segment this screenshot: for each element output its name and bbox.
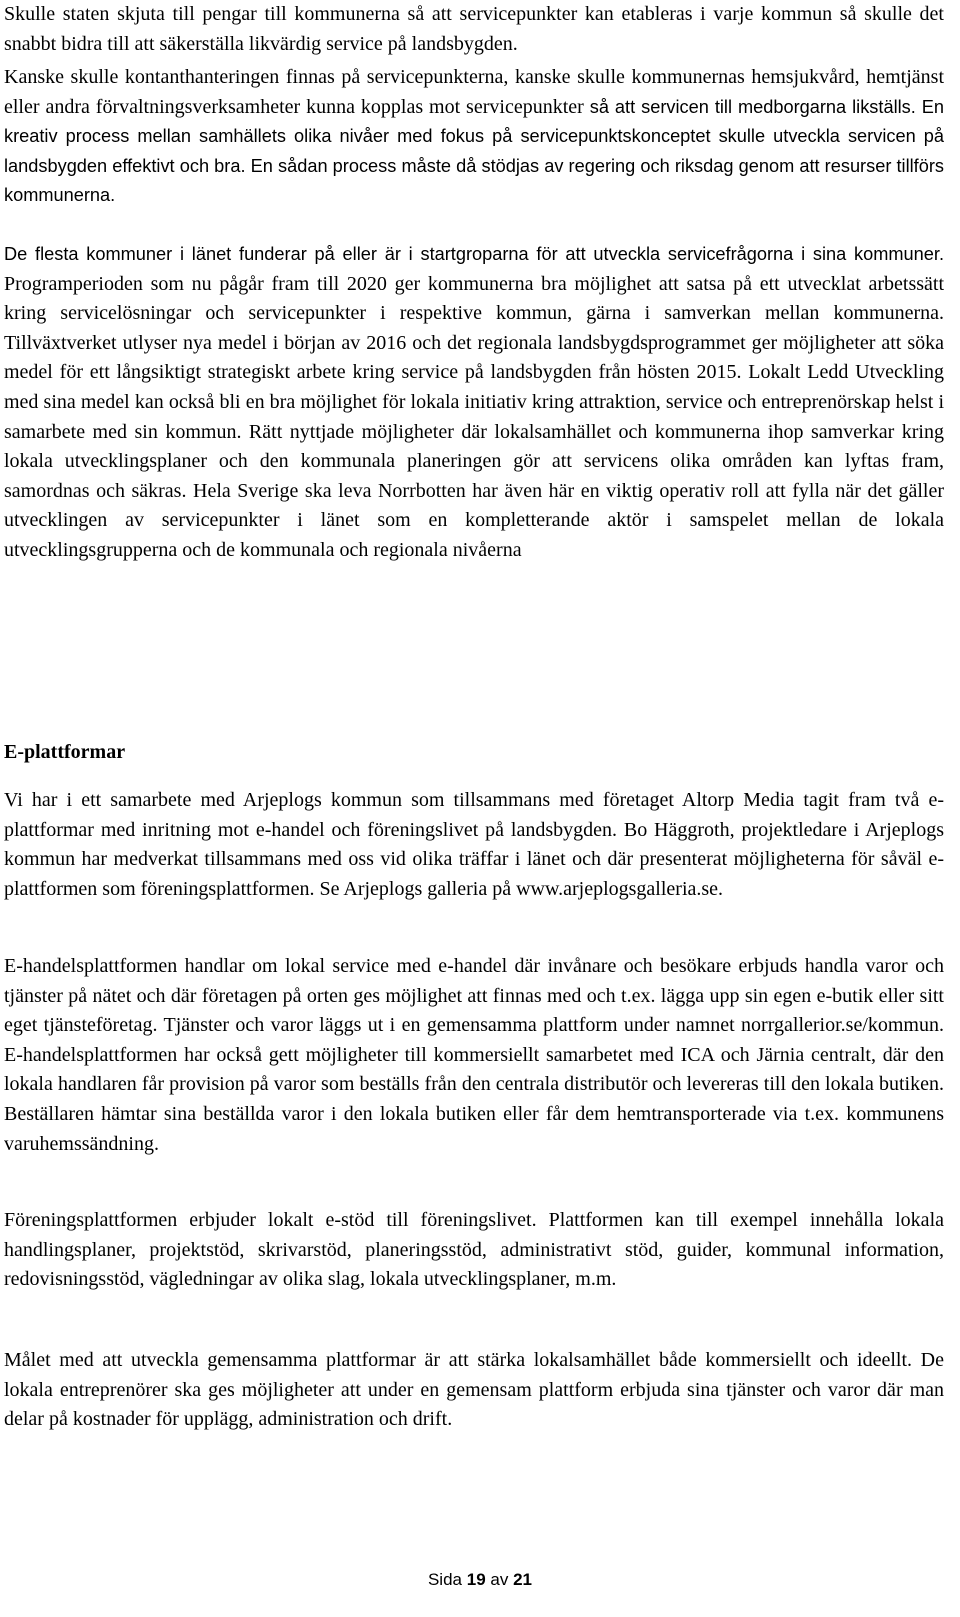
footer-page-of: av <box>490 1570 509 1589</box>
page-footer <box>0 1569 960 1591</box>
paragraph-e-handelsplattformen: E-handelsplattformen handlar om lokal service med e-handel där invånare och besökare erbjuds handla varor och tjänster på nätet och där företagen på orten ges möjlighet att finnas med och t.ex. lägga upp sin egen e-butik eller sitt eget tjänsteföretag. Tjänster och varor läggs ut i en gemensamma plattform under namnet norrgallerior.se/kommun. E-handelsplattformen har också gett möjligheter till kommersiellt samarbetet med ICA och Järnia centralt, där den lokala handlaren får provision på varor som beställs från den centrala distributör och levereras till den lokala butiken. Beställaren hämtar sina beställda varor i den lokala butiken eller får dem hemtransporterade via t.ex. kommunens varuhemssändning. <box>4 955 944 1155</box>
footer-page-prefix: Sida <box>427 1570 462 1589</box>
paragraph-intro: Skulle staten skjuta till pengar till kommunerna så att servicepunkter kan etableras i varje kommun så skulle det snabbt bidra till att säkerställa likvärdig service på landsbygden. <box>4 3 944 55</box>
paragraph-kommuner-serif-text: Programperioden som nu pågår fram till 2020 ger kommunerna bra möjlighet att satsa på ett utvecklat arbetssätt kring servicelösningar och servicepunkter i respektive kommun, gärna i samverkan mellan kommunerna. Tillväxtverket utlyser nya medel i början av 2016 och det regionala landsbygdsprogrammet ger möjligheter att söka medel för ett långsiktigt strategiskt arbete kring service på landsbygden från hösten 2015. Lokalt Ledd Utveckling med sina medel kan också bli en bra möjlighet för lokala initiativ kring attraktion, service och entreprenörskap helst i samarbete med sin kommun. Rätt nyttjade möjligheter där lokalsamhället och kommunerna ihop samverkar kring lokala utvecklingsplaner och den kommunala planeringen gör att servicens olika områden kan lyftas fram, samordnas och säkras. Hela Sverige ska leva Norrbotten har även här en viktig operativ roll att fylla när det gäller utvecklingen av servicepunkter i länet som en kompletterande aktör i samspelet mellan de lokala utvecklingsgrupperna och de kommunala och regionala nivåerna <box>4 272 944 561</box>
paragraph-malet: Målet med att utveckla gemensamma plattformar är att stärka lokalsamhället både kommersiellt och ideellt. De lokala entreprenörer ska ges möjligheter att under en gemensam plattform erbjuda sina tjänster och varor där man delar på kostnader för upplägg, administration och drift. <box>4 1349 944 1431</box>
section-heading-e-plattformar: E-plattformar <box>4 741 126 763</box>
paragraph-kommuner <box>4 240 944 566</box>
paragraph-kommuner-sans-text: De flesta kommuner i länet funderar på eller är i startgroparna för att utveckla servicefrågorna i sina kommuner. <box>4 244 944 264</box>
paragraph-foreningsplattformen: Föreningsplattformen erbjuder lokalt e-stöd till föreningslivet. Plattformen kan till exempel innehålla lokala handlingsplaner, projektstöd, skrivarstöd, planeringsstöd, administrativt stöd, guider, kommunal information, redovisningsstöd, vägledningar av olika slag, lokala utvecklingsplaner, m.m. <box>4 1209 944 1291</box>
paragraph-servicepunkter <box>4 63 944 211</box>
paragraph-servicepunkter-sans-text: så att servicen till medborgarna likställs. En kreativ process mellan samhällets olika nivåer med fokus på servicepunktskonceptet skulle utveckla servicen på landsbygden effektivt och bra. En sådan process måste då stödjas av regering och riksdag genom att resurser tillförs kommunerna. <box>4 96 945 206</box>
paragraph-samarbete-arjeplog: Vi har i ett samarbete med Arjeplogs kommun som tillsammans med företaget Altorp Media tagit fram två e-plattformar med inritning mot e-handel och föreningslivet på landsbygden. Bo Häggroth, projektledare i Arjeplogs kommun har medverkat tillsammans med oss vid olika träffar i länet och där presenterat möjligheterna för såväl e-plattformen som föreningsplattformen. Se Arjeplogs galleria på www.arjeplogsgalleria.se. <box>4 789 944 900</box>
footer-page-number: 19 <box>466 1570 486 1589</box>
footer-page-total: 21 <box>513 1570 533 1589</box>
paragraph-servicepunkter-serif-text: Kanske skulle kontanthanteringen finnas på servicepunkterna, kanske skulle kommunernas hemsjukvård, hemtjänst eller andra förvaltningsverksamheter kunna kopplas mot servicepunkter <box>4 66 944 118</box>
